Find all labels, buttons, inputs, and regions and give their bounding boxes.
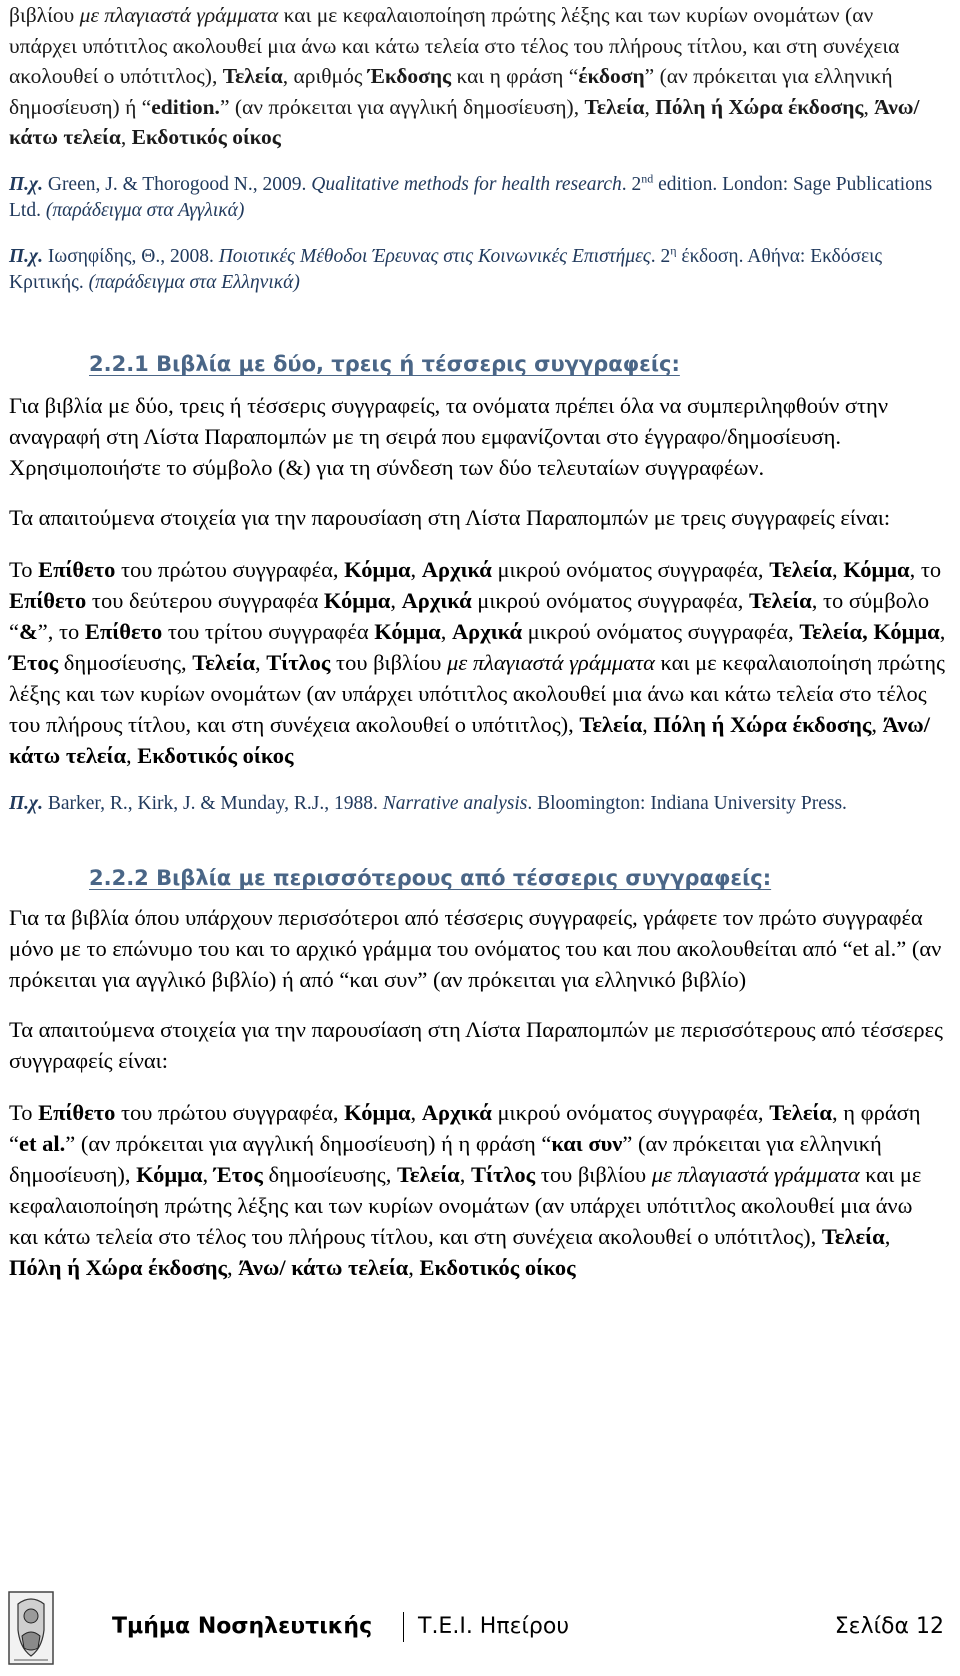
text-run: , bbox=[871, 711, 883, 737]
text-run: Qualitative methods for health research bbox=[311, 173, 622, 195]
section-2-2-1-paragraph-2 bbox=[9, 502, 946, 533]
text-run: , bbox=[440, 618, 452, 644]
section-2-2-1-paragraph-1 bbox=[9, 390, 946, 483]
text-run: Εκδοτικός οίκος bbox=[137, 742, 294, 768]
text-run: Τίτλος bbox=[266, 649, 331, 675]
text-run: Τελεία bbox=[769, 1099, 832, 1125]
text-run: Κόμμα bbox=[136, 1161, 203, 1187]
text-run: Τα απαιτούμενα στοιχεία για την παρουσίαση στη Λίστα Παραπομπών με τρεις συγγραφείς είναι: bbox=[9, 504, 891, 530]
text-run: Κόμμα bbox=[374, 618, 441, 644]
section-2-2-1-example bbox=[9, 791, 946, 817]
text-run: η bbox=[670, 243, 677, 258]
text-run: Έκδοσης bbox=[367, 64, 452, 89]
text-run: edition. bbox=[151, 94, 220, 119]
section-heading-2-2-1: 2.2.1 Βιβλία με δύο, τρεις ή τέσσερις συγγραφείς: bbox=[89, 351, 680, 376]
footer-separator bbox=[403, 1612, 404, 1642]
text-run: Πόλη ή Χώρα έκδοσης bbox=[9, 1254, 227, 1280]
text-run: Narrative analysis bbox=[382, 792, 528, 814]
text-run: Π.χ. bbox=[9, 792, 43, 814]
text-run: Τελεία bbox=[192, 649, 256, 675]
text-run: μικρού ονόματος συγγραφέα, bbox=[491, 1099, 770, 1125]
text-run: , bbox=[227, 1254, 239, 1280]
text-run: Κόμμα bbox=[843, 556, 910, 582]
seal-logo-icon bbox=[8, 1590, 54, 1666]
text-run: Έτος bbox=[213, 1161, 263, 1187]
text-run: και με κεφαλαιοποίηση πρώτης λέξης και των κυρίων ονομάτων (αν υπάρχει υπότιτλος ακολουθεί μια άνω και κάτω τελεία στο τέλος του πλήρους τίτλου, και στη συνέχεια ακολουθεί ο υπότιτλος), bbox=[9, 3, 900, 89]
text-run: Επίθετο bbox=[9, 587, 87, 613]
text-run: . 2 bbox=[650, 245, 671, 267]
text-run: και με κεφαλαιοποίηση πρώτης λέξης και των κυρίων ονομάτων (αν υπάρχει υπότιτλος ακολουθεί μια άνω και κάτω τελεία στο τέλος του πλήρους τίτλου, και στη συνέχεια ακολουθεί ο υπότιτλος), bbox=[9, 1161, 922, 1249]
text-run: , το σύμβολο “ bbox=[9, 587, 930, 644]
text-run: του δεύτερου συγγραφέα bbox=[86, 587, 324, 613]
text-run: , bbox=[939, 618, 946, 644]
footer-page-number: Σελίδα 12 bbox=[834, 1614, 944, 1639]
section-2-2-2-paragraph-1 bbox=[9, 902, 946, 995]
text-run: δημοσίευσης, bbox=[58, 649, 193, 675]
text-run: Εκδοτικός οίκος bbox=[131, 125, 281, 150]
text-run: μικρού ονόματος συγγραφέα, bbox=[522, 618, 800, 644]
text-run: Ιωσηφίδης, Θ., 2008. bbox=[42, 245, 219, 267]
text-run: (παράδειγμα στα Ελληνικά) bbox=[88, 271, 300, 293]
text-run: Π.χ. bbox=[9, 173, 43, 195]
text-run: Επίθετο bbox=[38, 1099, 116, 1125]
text-run: βιβλίου bbox=[9, 3, 80, 27]
text-run: Τελεία, Κόμμα bbox=[799, 618, 940, 644]
text-run: του βιβλίου bbox=[330, 649, 448, 675]
text-run: και συν bbox=[551, 1130, 623, 1156]
text-run: Αρχικά bbox=[421, 1099, 492, 1125]
text-run: ” (αν πρόκειται για αγγλική δημοσίευση), bbox=[219, 94, 585, 119]
text-run: Πόλη ή Χώρα έκδοσης bbox=[653, 711, 872, 737]
text-run: Τελεία bbox=[579, 711, 643, 737]
section-2-2-1-paragraph-3 bbox=[9, 554, 946, 771]
text-run: Άνω/ κάτω τελεία bbox=[9, 94, 920, 150]
text-run: Πόλη ή Χώρα έκδοσης bbox=[655, 94, 864, 119]
text-run: Εκδοτικός οίκος bbox=[419, 1254, 576, 1280]
text-run: έκδοση. Αθήνα: Εκδόσεις Κριτικής. bbox=[9, 245, 883, 293]
text-run: Τελεία bbox=[821, 1223, 885, 1249]
text-run: με πλαγιαστά γράμματα bbox=[447, 649, 655, 675]
text-run: ” (αν πρόκειται για ελληνική δημοσίευση), bbox=[9, 1130, 882, 1187]
text-run: ” (αν πρόκειται για ελληνική δημοσίευση) ή “ bbox=[9, 64, 893, 119]
text-run: ” (αν πρόκειται για αγγλική δημοσίευση) ή η φράση “ bbox=[65, 1130, 552, 1156]
text-run: Τελεία bbox=[584, 94, 645, 119]
text-run: Αρχικά bbox=[421, 556, 492, 582]
text-run: του βιβλίου bbox=[535, 1161, 652, 1187]
text-run: Τελεία bbox=[769, 556, 832, 582]
text-run: , bbox=[126, 742, 138, 768]
text-run: Barker, R., Kirk, J. & Munday, R.J., 1988. bbox=[42, 792, 383, 814]
text-run: με πλαγιαστά γράμματα bbox=[79, 3, 279, 27]
text-run: . Bloomington: Indiana University Press. bbox=[527, 792, 847, 814]
text-run: Επίθετο bbox=[38, 556, 116, 582]
text-run: , το bbox=[909, 556, 942, 582]
text-run: Ποιοτικές Μέθοδοι Έρευνας στις Κοινωνικές Επιστήμες bbox=[218, 245, 651, 267]
footer-institution: Τ.Ε.Ι. Ηπείρου bbox=[418, 1614, 570, 1639]
text-run: Άνω/ κάτω τελεία bbox=[9, 711, 930, 768]
text-run: Τελεία bbox=[748, 587, 812, 613]
text-run: . 2 bbox=[621, 173, 642, 195]
text-run: και η φράση “ bbox=[451, 64, 579, 89]
text-run: , bbox=[255, 649, 267, 675]
text-run: (παράδειγμα στα Αγγλικά) bbox=[45, 199, 245, 221]
text-run: Τα απαιτούμενα στοιχεία για την παρουσίαση στη Λίστα Παραπομπών με περισσότερους από τέσσερες συγγραφείς είναι: bbox=[9, 1016, 943, 1073]
text-run: , bbox=[408, 1254, 420, 1280]
text-run: , bbox=[410, 1099, 422, 1125]
page-footer bbox=[0, 1590, 960, 1670]
footer-department: Τμήμα Νοσηλευτικής bbox=[112, 1614, 373, 1639]
text-run: Τελεία bbox=[396, 1161, 460, 1187]
text-run: Π.χ. bbox=[9, 245, 43, 267]
text-run: Αρχικά bbox=[451, 618, 522, 644]
text-run: , bbox=[642, 711, 654, 737]
text-run: Άνω/ κάτω τελεία bbox=[238, 1254, 409, 1280]
text-run: Για βιβλία με δύο, τρεις ή τέσσερις συγγραφείς, τα ονόματα πρέπει όλα να συμπεριληφθούν στην αναγραφή στη Λίστα Παραπομπών με τη σειρά που εμφανίζονται στο έγγραφο/δημοσίευση. Χρησιμοποιήστε το σύμβολο (&) για τη σύνδεση των δύο τελευταίων συγγραφέων. bbox=[9, 392, 888, 480]
text-run: μικρού ονόματος συγγραφέα, bbox=[491, 556, 770, 582]
text-run: Green, J. & Thorogood N., 2009. bbox=[42, 173, 312, 195]
text-run: , bbox=[644, 94, 656, 119]
text-run: , bbox=[410, 556, 422, 582]
text-run: Κόμμα bbox=[344, 556, 411, 582]
example-greek bbox=[9, 244, 946, 296]
text-run: Το bbox=[9, 1099, 39, 1125]
text-run: , bbox=[390, 587, 402, 613]
text-run: edition. London: Sage Publications Ltd. bbox=[9, 173, 933, 221]
section-2-2-2-paragraph-2 bbox=[9, 1014, 946, 1076]
text-run: , bbox=[884, 1223, 891, 1249]
text-run: Για τα βιβλία όπου υπάρχουν περισσότεροι από τέσσερις συγγραφείς, γράφετε τον πρώτο συγγραφέα μόνο με το επώνυμο του και το αρχικό γράμμα του ονόματος του και που ακολουθείται από “et al.” (αν πρόκειται για αγγλικό βιβλίο) ή από “και συν” (αν πρόκειται για ελληνικό βιβλίο) bbox=[9, 904, 942, 992]
text-run: Τελεία bbox=[222, 64, 283, 89]
text-run: Κόμμα bbox=[323, 587, 391, 613]
text-run: έκδοση bbox=[578, 64, 645, 89]
text-run: Έτος bbox=[9, 649, 59, 675]
text-run: nd bbox=[641, 171, 654, 186]
text-run: μικρού ονόματος συγγραφέα, bbox=[471, 587, 749, 613]
text-run: του πρώτου συγγραφέα, bbox=[115, 1099, 345, 1125]
text-run: του πρώτου συγγραφέα, bbox=[115, 556, 345, 582]
text-run: του τρίτου συγγραφέα bbox=[162, 618, 375, 644]
text-run: et al. bbox=[19, 1130, 66, 1156]
text-run: Τίτλος bbox=[471, 1161, 536, 1187]
text-run: , η φράση “ bbox=[9, 1099, 921, 1156]
text-run: , αριθμός bbox=[282, 64, 368, 89]
text-run: δημοσίευσης, bbox=[262, 1161, 397, 1187]
text-run: , bbox=[459, 1161, 471, 1187]
section-2-2-2-paragraph-3 bbox=[9, 1097, 946, 1283]
text-run: και με κεφαλαιοποίηση πρώτης λέξης και των κυρίων ονομάτων (αν υπάρχει υπότιτλος ακολουθεί μια άνω και κάτω τελεία στο τέλος του πλήρους τίτλου, και στη συνέχεια ακολουθεί ο υπότιτλος), bbox=[9, 649, 945, 737]
text-run: & bbox=[19, 618, 38, 644]
text-run: Κόμμα bbox=[344, 1099, 411, 1125]
text-run: Το bbox=[9, 556, 39, 582]
text-run: ”, το bbox=[37, 618, 85, 644]
example-english bbox=[9, 172, 946, 224]
text-run: , bbox=[202, 1161, 214, 1187]
text-run: , bbox=[863, 94, 875, 119]
text-run: , bbox=[831, 556, 844, 582]
section-heading-2-2-2: 2.2.2 Βιβλία με περισσότερους από τέσσερις συγγραφείς: bbox=[89, 865, 772, 890]
text-run: Επίθετο bbox=[84, 618, 163, 644]
text-run: Αρχικά bbox=[401, 587, 472, 613]
text-run: , bbox=[120, 125, 132, 150]
text-run: με πλαγιαστά γράμματα bbox=[651, 1161, 860, 1187]
intro-paragraph bbox=[9, 0, 946, 153]
